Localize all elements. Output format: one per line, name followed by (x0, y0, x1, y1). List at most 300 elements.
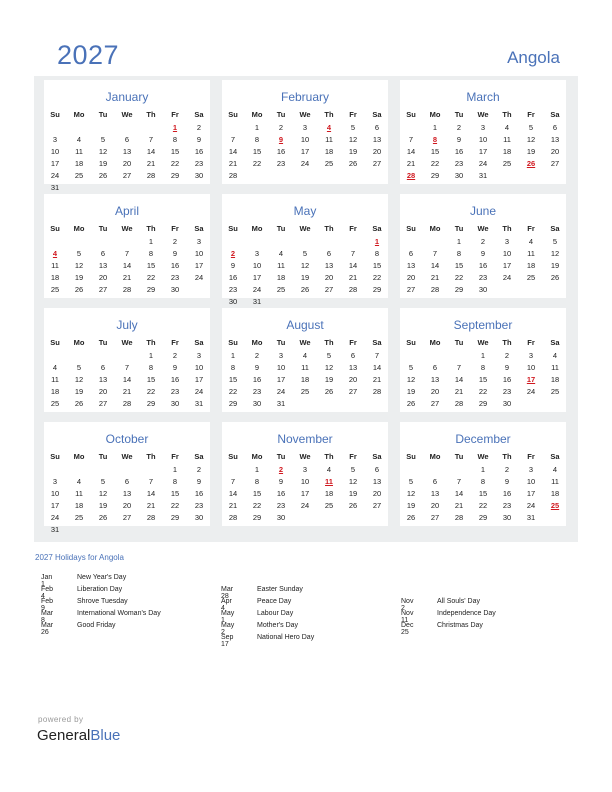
day-cell: 25 (50, 399, 60, 408)
day-cell: 10 (300, 135, 310, 144)
day-cell: 3 (52, 135, 58, 144)
day-cell: 29 (170, 513, 180, 522)
day-cell: 3 (504, 237, 510, 246)
day-cell: 12 (526, 135, 536, 144)
day-cell: 29 (252, 513, 262, 522)
weekday-label: Sa (194, 110, 204, 119)
day-cell: 30 (478, 285, 488, 294)
day-cell: 6 (124, 477, 130, 486)
day-cell: 20 (372, 147, 382, 156)
weekday-label: Fr (349, 452, 357, 461)
weekday-label: Mo (429, 110, 441, 119)
day-cell: 18 (50, 273, 60, 282)
weekday-header (44, 224, 210, 234)
day-cell: 5 (76, 363, 82, 372)
day-cell: 22 (146, 273, 156, 282)
month-name: October (105, 432, 149, 446)
day-cell: 26 (406, 513, 416, 522)
day-cell: 26 (348, 501, 358, 510)
weekday-label: Su (406, 224, 416, 233)
weekday-label: Su (406, 110, 416, 119)
day-cell: 7 (230, 135, 236, 144)
day-cell: 17 (300, 147, 310, 156)
weekday-label: Mo (251, 452, 263, 461)
day-cell: 25 (502, 159, 512, 168)
day-cell: 24 (194, 273, 204, 282)
weekday-label: Th (146, 338, 156, 347)
day-cell: 15 (146, 375, 156, 384)
day-cell: 16 (276, 489, 286, 498)
day-cell: 18 (74, 501, 84, 510)
day-cell: 2 (456, 123, 462, 132)
day-cell: 19 (98, 159, 108, 168)
day-cell: 3 (278, 351, 284, 360)
holiday-day-cell: 26 (526, 159, 536, 168)
holiday-name: Liberation Day (77, 586, 123, 593)
day-cell: 12 (300, 261, 310, 270)
day-cell: 23 (454, 159, 464, 168)
month-october (44, 422, 210, 534)
day-cell: 1 (254, 123, 260, 132)
weekday-label: Tu (276, 452, 286, 461)
day-cell: 9 (230, 261, 236, 270)
day-cell: 30 (252, 399, 262, 408)
day-cell: 27 (348, 387, 358, 396)
day-cell: 17 (502, 261, 512, 270)
day-cell: 23 (194, 159, 204, 168)
day-cell: 23 (228, 285, 238, 294)
day-cell: 20 (430, 387, 440, 396)
day-cell: 14 (228, 147, 238, 156)
day-cell: 9 (196, 135, 202, 144)
day-cell: 9 (278, 477, 284, 486)
weekday-label: We (477, 224, 489, 233)
day-cell: 17 (526, 489, 536, 498)
weekday-label: We (121, 338, 133, 347)
day-cell: 9 (480, 249, 486, 258)
day-cell: 15 (252, 147, 262, 156)
day-cell: 19 (406, 387, 416, 396)
day-cell: 3 (52, 477, 58, 486)
holiday-day-cell: 9 (278, 135, 284, 144)
day-cell: 28 (454, 399, 464, 408)
weekday-label: Mo (429, 338, 441, 347)
holiday-name: Christmas Day (437, 622, 483, 629)
day-cell: 12 (348, 477, 358, 486)
weekday-label: Su (228, 338, 238, 347)
weekday-label: Sa (372, 110, 382, 119)
day-cell: 3 (528, 465, 534, 474)
holiday-date: Nov 11 (401, 610, 414, 624)
weekday-label: Fr (171, 452, 179, 461)
day-cell: 5 (408, 363, 414, 372)
holiday-date: May 1 (221, 610, 235, 624)
day-cell: 10 (526, 363, 536, 372)
day-cell: 22 (372, 273, 382, 282)
day-cell: 22 (478, 387, 488, 396)
weekday-header (44, 452, 210, 462)
day-cell: 12 (406, 489, 416, 498)
day-cell: 15 (228, 375, 238, 384)
day-cell: 29 (454, 285, 464, 294)
brand-name-blue: Blue (90, 727, 121, 744)
day-cell: 2 (196, 123, 202, 132)
day-cell: 10 (300, 477, 310, 486)
day-cell: 4 (504, 123, 510, 132)
weekday-label: Su (228, 224, 238, 233)
day-cell: 5 (100, 477, 106, 486)
weekday-label: Mo (251, 110, 263, 119)
day-cell: 4 (52, 363, 58, 372)
day-cell: 25 (300, 387, 310, 396)
day-cell: 24 (252, 285, 262, 294)
day-cell: 15 (170, 489, 180, 498)
day-cell: 13 (324, 261, 334, 270)
holiday-name: New Year's Day (77, 574, 127, 581)
day-cell: 11 (551, 477, 559, 486)
day-cell: 3 (480, 123, 486, 132)
day-cell: 2 (254, 351, 260, 360)
weekday-label: We (121, 452, 133, 461)
day-cell: 6 (374, 465, 380, 474)
weekday-label: We (299, 224, 311, 233)
weekday-label: Tu (276, 338, 286, 347)
day-cell: 10 (50, 147, 60, 156)
day-grid (44, 465, 210, 535)
holidays-title: 2027 Holidays for Angola (35, 553, 124, 562)
day-cell: 21 (348, 273, 358, 282)
day-cell: 30 (228, 297, 238, 306)
day-cell: 1 (148, 351, 154, 360)
day-cell: 5 (528, 123, 534, 132)
day-cell: 23 (276, 501, 286, 510)
weekday-label: We (299, 452, 311, 461)
day-cell: 27 (98, 285, 108, 294)
day-cell: 21 (122, 273, 132, 282)
weekday-label: Sa (194, 338, 204, 347)
day-cell: 11 (51, 375, 59, 384)
day-cell: 30 (170, 285, 180, 294)
day-grid (44, 123, 210, 193)
day-cell: 28 (146, 513, 156, 522)
month-name: May (293, 204, 317, 218)
day-cell: 12 (74, 375, 84, 384)
day-cell: 25 (324, 501, 334, 510)
day-cell: 8 (172, 135, 178, 144)
day-cell: 27 (122, 513, 132, 522)
weekday-label: Th (146, 224, 156, 233)
day-cell: 5 (100, 135, 106, 144)
weekday-label: Sa (372, 224, 382, 233)
holiday-day-cell: 2 (230, 249, 236, 258)
day-cell: 24 (50, 513, 60, 522)
month-november (222, 422, 388, 526)
day-cell: 21 (228, 159, 238, 168)
weekday-label: Tu (454, 110, 464, 119)
weekday-label: Fr (527, 224, 535, 233)
day-cell: 27 (98, 399, 108, 408)
powered-by-text: powered by (38, 715, 84, 724)
weekday-label: Fr (349, 338, 357, 347)
day-cell: 28 (228, 171, 238, 180)
day-cell: 6 (100, 249, 106, 258)
day-cell: 5 (350, 465, 356, 474)
day-cell: 7 (456, 363, 462, 372)
weekday-label: Th (146, 452, 156, 461)
day-cell: 24 (502, 273, 512, 282)
day-cell: 31 (526, 513, 536, 522)
day-cell: 16 (502, 489, 512, 498)
day-cell: 30 (276, 513, 286, 522)
day-cell: 22 (454, 273, 464, 282)
day-cell: 17 (194, 261, 204, 270)
day-cell: 8 (148, 363, 154, 372)
day-cell: 29 (146, 399, 156, 408)
day-cell: 30 (194, 513, 204, 522)
day-cell: 4 (326, 465, 332, 474)
holiday-date: Nov 2 (401, 598, 414, 612)
weekday-label: Fr (171, 110, 179, 119)
day-cell: 11 (301, 363, 309, 372)
day-cell: 6 (552, 123, 558, 132)
day-cell: 30 (502, 399, 512, 408)
day-cell: 31 (252, 297, 262, 306)
holiday-day-cell: 4 (52, 249, 58, 258)
day-cell: 20 (550, 147, 560, 156)
weekday-label: Th (324, 452, 334, 461)
day-cell: 18 (74, 159, 84, 168)
day-cell: 23 (502, 387, 512, 396)
day-cell: 1 (230, 351, 236, 360)
day-grid (400, 351, 566, 421)
weekday-label: Fr (349, 110, 357, 119)
weekday-label: Sa (372, 452, 382, 461)
day-cell: 18 (300, 375, 310, 384)
holiday-name: Mother's Day (257, 622, 299, 629)
day-cell: 23 (252, 387, 262, 396)
day-cell: 9 (504, 477, 510, 486)
weekday-label: Fr (527, 338, 535, 347)
months-grid (34, 76, 578, 542)
day-cell: 15 (146, 261, 156, 270)
day-cell: 19 (300, 273, 310, 282)
weekday-label: Tu (276, 110, 286, 119)
day-cell: 27 (372, 159, 382, 168)
weekday-header (400, 110, 566, 120)
day-cell: 1 (432, 123, 438, 132)
day-cell: 17 (50, 159, 60, 168)
day-grid (400, 123, 566, 193)
day-cell: 4 (302, 351, 308, 360)
day-cell: 15 (430, 147, 440, 156)
calendar-year: 2027 (57, 40, 120, 70)
day-cell: 13 (98, 375, 108, 384)
day-cell: 19 (550, 261, 560, 270)
brand-logo[interactable] (37, 727, 120, 744)
holiday-date: Dec 25 (401, 622, 414, 636)
day-cell: 4 (76, 477, 82, 486)
day-cell: 5 (552, 237, 558, 246)
weekday-label: Tu (98, 338, 108, 347)
day-cell: 29 (430, 171, 440, 180)
weekday-label: We (299, 338, 311, 347)
day-cell: 16 (454, 147, 464, 156)
day-cell: 26 (324, 387, 334, 396)
day-cell: 22 (478, 501, 488, 510)
day-cell: 31 (276, 399, 286, 408)
day-cell: 13 (430, 375, 440, 384)
day-cell: 14 (372, 363, 382, 372)
holiday-name: Labour Day (257, 610, 294, 617)
day-cell: 12 (74, 261, 84, 270)
day-cell: 30 (502, 513, 512, 522)
holiday-day-cell: 11 (325, 477, 333, 486)
day-cell: 11 (527, 249, 535, 258)
day-cell: 21 (122, 387, 132, 396)
weekday-label: Su (50, 338, 60, 347)
weekday-label: Sa (550, 452, 560, 461)
day-cell: 4 (552, 465, 558, 474)
day-cell: 29 (372, 285, 382, 294)
day-cell: 22 (252, 501, 262, 510)
day-grid (44, 237, 210, 307)
day-cell: 14 (122, 261, 132, 270)
day-cell: 7 (374, 351, 380, 360)
day-cell: 6 (374, 123, 380, 132)
day-cell: 1 (172, 465, 178, 474)
day-cell: 20 (98, 387, 108, 396)
day-cell: 14 (228, 489, 238, 498)
weekday-label: Th (324, 224, 334, 233)
month-name: February (280, 90, 330, 104)
day-cell: 11 (75, 147, 83, 156)
day-cell: 10 (194, 363, 204, 372)
weekday-label: Su (228, 110, 238, 119)
day-cell: 23 (194, 501, 204, 510)
day-cell: 6 (326, 249, 332, 258)
weekday-label: We (121, 110, 133, 119)
day-cell: 10 (502, 249, 512, 258)
holiday-name: All Souls' Day (437, 598, 480, 605)
weekday-header (400, 224, 566, 234)
day-cell: 16 (194, 489, 204, 498)
weekday-label: Su (50, 452, 60, 461)
day-cell: 9 (504, 363, 510, 372)
day-grid (222, 123, 388, 193)
weekday-label: Th (324, 338, 334, 347)
month-name: January (105, 90, 149, 104)
day-cell: 24 (526, 501, 536, 510)
weekday-label: Th (324, 110, 334, 119)
day-cell: 1 (456, 237, 462, 246)
day-cell: 22 (170, 159, 180, 168)
day-cell: 2 (172, 237, 178, 246)
day-cell: 30 (194, 171, 204, 180)
day-cell: 15 (170, 147, 180, 156)
weekday-label: Tu (276, 224, 286, 233)
month-march (400, 80, 566, 184)
day-cell: 19 (526, 147, 536, 156)
day-cell: 17 (252, 273, 262, 282)
holiday-day-cell: 28 (406, 171, 416, 180)
day-cell: 14 (454, 489, 464, 498)
day-cell: 26 (348, 159, 358, 168)
day-cell: 2 (504, 465, 510, 474)
day-cell: 18 (276, 273, 286, 282)
day-cell: 11 (51, 261, 59, 270)
weekday-label: Mo (429, 224, 441, 233)
weekday-label: Sa (194, 452, 204, 461)
weekday-label: Su (406, 452, 416, 461)
day-cell: 9 (172, 363, 178, 372)
day-cell: 5 (408, 477, 414, 486)
day-cell: 21 (454, 387, 464, 396)
day-cell: 26 (550, 273, 560, 282)
month-name: November (277, 432, 333, 446)
day-cell: 16 (252, 375, 262, 384)
day-cell: 18 (324, 147, 334, 156)
day-cell: 7 (350, 249, 356, 258)
day-cell: 2 (480, 237, 486, 246)
day-cell: 27 (122, 171, 132, 180)
day-cell: 24 (50, 171, 60, 180)
weekday-label: Sa (550, 224, 560, 233)
weekday-label: Fr (527, 110, 535, 119)
month-september (400, 308, 566, 412)
day-cell: 20 (122, 159, 132, 168)
day-cell: 1 (254, 465, 260, 474)
day-cell: 19 (348, 489, 358, 498)
weekday-header (222, 452, 388, 462)
holiday-date: Apr 4 (221, 598, 232, 612)
day-cell: 21 (146, 159, 156, 168)
weekday-header (222, 224, 388, 234)
holiday-day-cell: 1 (374, 237, 380, 246)
day-cell: 25 (526, 273, 536, 282)
day-cell: 16 (170, 261, 180, 270)
day-cell: 18 (502, 147, 512, 156)
day-cell: 21 (146, 501, 156, 510)
weekday-label: Tu (454, 338, 464, 347)
day-cell: 29 (170, 171, 180, 180)
weekday-label: Tu (98, 452, 108, 461)
month-may (222, 194, 388, 306)
day-cell: 2 (172, 351, 178, 360)
day-cell: 13 (430, 489, 440, 498)
day-cell: 4 (76, 135, 82, 144)
day-cell: 29 (146, 285, 156, 294)
day-cell: 3 (196, 351, 202, 360)
day-cell: 22 (228, 387, 238, 396)
day-cell: 1 (480, 351, 486, 360)
day-cell: 5 (302, 249, 308, 258)
day-grid (222, 351, 388, 421)
day-cell: 13 (372, 477, 382, 486)
month-january (44, 80, 210, 192)
day-cell: 9 (172, 249, 178, 258)
day-cell: 6 (350, 351, 356, 360)
day-cell: 28 (122, 285, 132, 294)
day-cell: 24 (526, 387, 536, 396)
day-cell: 11 (75, 489, 83, 498)
weekday-header (400, 338, 566, 348)
weekday-label: Mo (429, 452, 441, 461)
day-cell: 28 (228, 513, 238, 522)
day-cell: 3 (196, 237, 202, 246)
day-cell: 25 (50, 285, 60, 294)
day-cell: 16 (502, 375, 512, 384)
weekday-label: We (299, 110, 311, 119)
